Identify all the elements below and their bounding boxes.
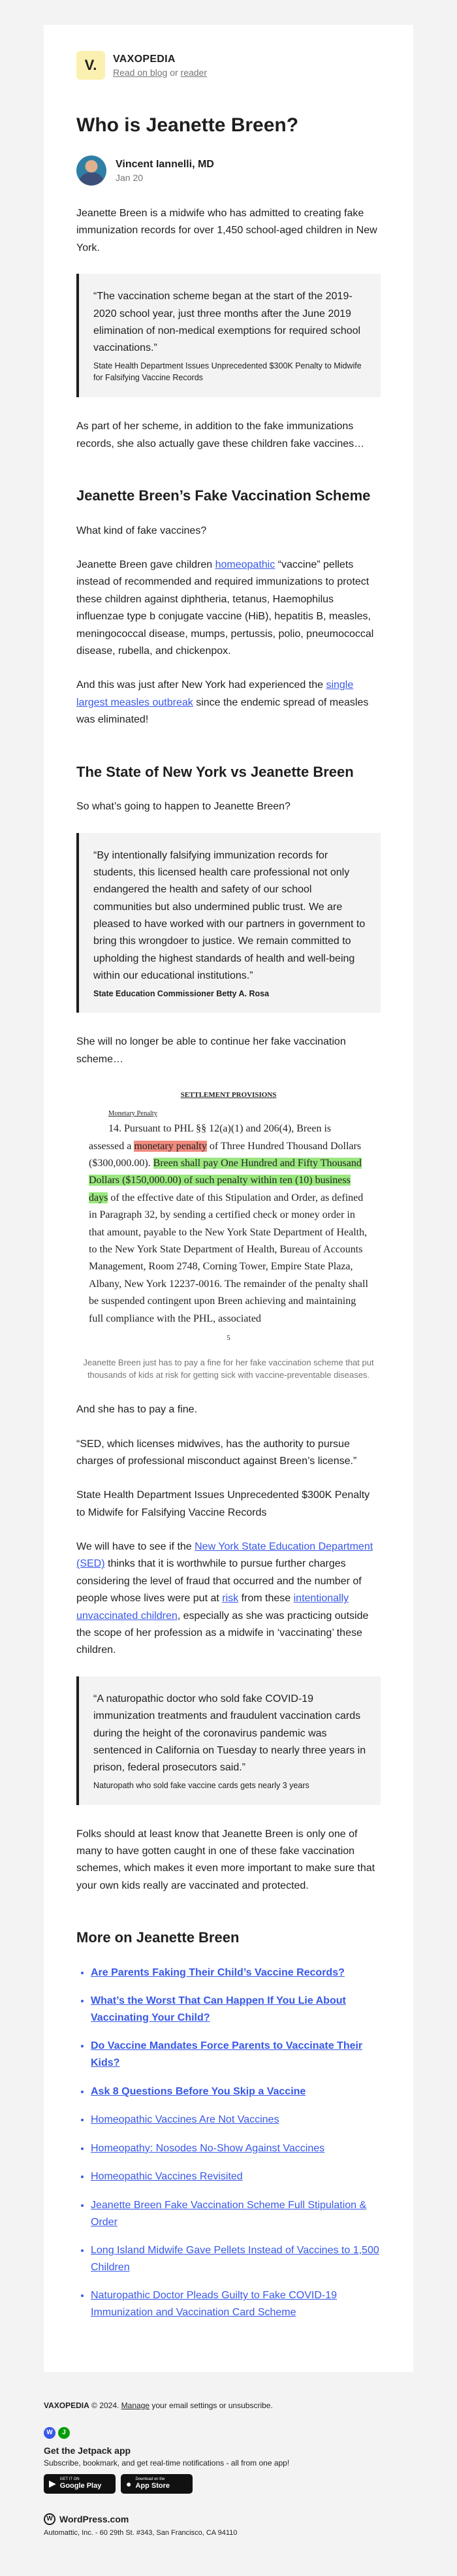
list-item [91,2140,381,2157]
site-links [113,67,207,78]
section-heading-more: More on Jeanette Breen [76,1929,240,1946]
footer-copyright [44,2401,413,2410]
app-badges [44,2427,413,2439]
app-subtitle: Subscribe, bookmark, and get real-time notifications - all from one app! [44,2458,290,2468]
related-links-list [76,1965,381,2321]
paragraph: “SED, which licenses midwives, has the authority to pursue charges of professional misconduct against Breen’s license.” [76,1438,357,1467]
document-paragraph [89,1120,368,1328]
related-link[interactable]: Naturopathic Doctor Pleads Guilty to Fake COVID-19 Immunization and Vaccination Card Scheme [91,2290,338,2318]
text-run: We will have to see if the [76,1541,195,1553]
site-header [76,51,381,80]
footer-brand: VAXOPEDIA [44,2400,89,2410]
text-run: , especially as she was practicing outside the scope of her profession as a midwife in ‘vaccinating’ these children. [76,1610,369,1656]
app-title: Get the Jetpack app [44,2445,131,2456]
text-run: of the effective date of this Stipulation and Order, as defined in Paragraph 32, by sending a certified check or money order in that amount, payable to the New York State Department of Health, to the New York State Department of Health, Bureau of Accounts Management, Room 2748, Corning Tower, Empire State Plaza, Albany, New York 12237-0016. The remainder of the penalty shall be suspended contingent upon Breen achieving and maintaining full compliance with the PHL, associated [89,1192,368,1324]
list-item [91,2197,381,2230]
store-caption: GET IT ON [59,2477,80,2482]
list-item [91,2168,381,2185]
sed-link[interactable]: New York State Education Department (SED) [76,1541,373,1570]
jetpack-icon: J [58,2427,70,2439]
list-item [91,1993,381,2026]
apple-icon: ● [126,2478,132,2489]
store-name: Google Play [59,2481,102,2490]
text-run: from these [238,1593,294,1605]
wordpress-com-label: WordPress.com [59,2513,129,2524]
blockquote-3 [76,1676,381,1805]
document-subheading: Monetary Penalty [108,1109,157,1117]
list-item [91,1965,381,1981]
text-run: And this was just after New York had experienced the [76,679,326,691]
footer [44,2372,413,2576]
related-link[interactable]: Do Vaccine Mandates Force Parents to Vaccinate Their Kids? [91,2040,363,2069]
store-caption: Download on the [135,2477,165,2482]
homeopathic-link[interactable]: homeopathic [215,559,276,570]
site-logo[interactable]: V. [76,51,105,80]
text-run: © 2024. [89,2400,121,2410]
quote-text: “A naturopathic doctor who sold fake COVID-19 immunization treatments and fraudulent vaccination cards during the height of the coronavirus pandemic was sentenced in California on Tuesday to nearly three years in prison, federal prosecutors said.” [93,1693,366,1774]
text-run: thinks that it is worthwhile to pursue further charges considering the level of fraud that occurred and the number of people whose lives were put at [76,1558,362,1605]
store-buttons [44,2474,413,2494]
related-link[interactable]: Are Parents Faking Their Child’s Vaccine Records? [91,1966,345,1978]
blockquote-2 [76,833,381,1013]
highlight-green: Breen shall pay One Hundred and Fifty Thousand Dollars ($150,000.00) of such penalty within ten (10) business days [89,1158,362,1203]
paragraph: She will no longer be able to continue her fake vaccination scheme… [76,1036,346,1065]
manage-settings-link[interactable]: Manage [121,2400,150,2410]
intro-paragraph: Jeanette Breen is a midwife who has admitted to creating fake immunization records for over 1,450 school-aged children in New York. [76,208,377,253]
post-date: Jan 20 [116,172,144,183]
text-run: your email settings or unsubscribe. [150,2400,273,2410]
paragraph: And she has to pay a fine. [76,1404,198,1416]
blockquote-1 [76,274,381,397]
paragraph: So what’s going to happen to Jeanette Breen? [76,801,291,813]
list-item [91,2038,381,2071]
author-name: Vincent Iannelli, MD [116,158,214,170]
related-link[interactable]: What’s the Worst That Can Happen If You Lie About Vaccinating Your Child? [91,1995,346,2023]
measles-outbreak-link[interactable]: single largest measles outbreak [76,679,354,708]
related-link[interactable]: Homeopathic Vaccines Revisited [91,2171,243,2183]
post-title[interactable]: Who is Jeanette Breen? [76,114,299,136]
author-row [76,155,381,186]
document-page-number: 5 [227,1334,230,1342]
list-item [91,2287,381,2321]
list-item [91,2111,381,2128]
settlement-figure [76,1085,381,1382]
google-play-button[interactable] [44,2474,116,2494]
paragraph: As part of her scheme, in addition to the fake immunizations records, she also actually gave these children fake vaccines… [76,421,365,449]
highlight-red: monetary penalty [134,1140,207,1152]
site-name[interactable]: VAXOPEDIA [113,53,176,65]
list-item [91,2242,381,2275]
settlement-document-image [85,1085,372,1349]
avatar [76,155,106,186]
reader-link[interactable]: reader [180,67,207,78]
list-item [91,2083,381,2100]
google-play-icon: ▶ [49,2478,56,2489]
footer-address: Automattic, Inc. - 60 29th St. #343, San Francisco, CA 94110 [44,2528,238,2537]
quote-cite: Naturopath who sold fake vaccine cards gets nearly 3 years [93,1780,309,1790]
app-store-button[interactable] [121,2474,193,2494]
or-text: or [170,67,178,78]
related-link[interactable]: Homeopathic Vaccines Are Not Vaccines [91,2114,279,2126]
text-run: Jeanette Breen gave children [76,559,215,570]
section-heading-state: The State of New York vs Jeanette Breen [76,763,354,780]
quote-cite: State Education Commissioner Betty A. Rosa [93,988,270,998]
text-run: since the endemic spread of measles was eliminated! [76,696,369,726]
document-heading: SETTLEMENT PROVISIONS [180,1091,277,1100]
text-run: “vaccine” pellets instead of recommended and required immunizations to protect these children against diphtheria, tetanus, Haemophilus influenzae type b conjugate vaccine (HiB), hepatitis B, measles, meningococcal disease, mumps, pertussis, polio, pneumococcal disease, rubella, and chickenpox. [76,559,374,657]
paragraph: Folks should at least know that Jeanette Breen is only one of many to have gotten caught in one of these fake vaccination schemes, which makes it even more important to make sure that your own kids really are vaccinated and protected. [76,1828,375,1891]
quote-cite: State Health Department Issues Unprecedented $300K Penalty to Midwife for Falsifying Vaccine Records [93,361,362,383]
text-run: of Three Hundred Thousand Dollars ($300,000.00). [89,1140,362,1169]
quote-text: “The vaccination scheme began at the start of the 2019-2020 school year, just three months after the June 2019 elimination of non-medical exemptions for required school vaccinations.” [93,291,361,354]
figure-caption: Jeanette Breen just has to pay a fine for her fake vaccination scheme that put thousands of kids at risk for getting sick with vaccine-preventable diseases. [83,1358,374,1380]
paragraph-homeopathic [76,557,381,660]
related-link[interactable]: Ask 8 Questions Before You Skip a Vaccine [91,2085,306,2097]
risk-link[interactable]: risk [222,1593,239,1605]
related-link[interactable]: Long Island Midwife Gave Pellets Instead of Vaccines to 1,500 Children [91,2245,379,2273]
paragraph-measles [76,677,381,728]
related-link[interactable]: Jeanette Breen Fake Vaccination Scheme Full Stipulation & Order [91,2200,367,2228]
store-name: App Store [135,2481,170,2490]
paragraph: What kind of fake vaccines? [76,525,207,536]
read-on-blog-link[interactable]: Read on blog [113,67,168,78]
wordpress-icon: W [44,2427,55,2439]
paragraph: State Health Department Issues Unprecedented $300K Penalty to Midwife for Falsifying Vaccine Records [76,1490,370,1518]
paragraph-sed [76,1539,381,1659]
section-heading-scheme: Jeanette Breen’s Fake Vaccination Scheme [76,487,371,504]
wordpress-com-row[interactable] [44,2513,413,2525]
text-run: 14. Pursuant to PHL §§ 12(a)(1) and 206(4), Breen is assessed a [89,1123,332,1152]
wordpress-logo-icon: W [44,2513,55,2525]
quote-text: “By intentionally falsifying immunization records for students, this licensed health care professional not only endangered the health and safety of our school communities but also undermined public trust. We are pleased to have worked with our partners in government to bring this wrongdoer to justice. We remain committed to upholding the highest standards of health and well-being within our educational institutions.” [93,849,366,982]
unvaccinated-children-link[interactable]: intentionally unvaccinated children [76,1593,349,1622]
related-link[interactable]: Homeopathy: Nosodes No-Show Against Vaccines [91,2142,325,2154]
post-card [44,25,413,2372]
